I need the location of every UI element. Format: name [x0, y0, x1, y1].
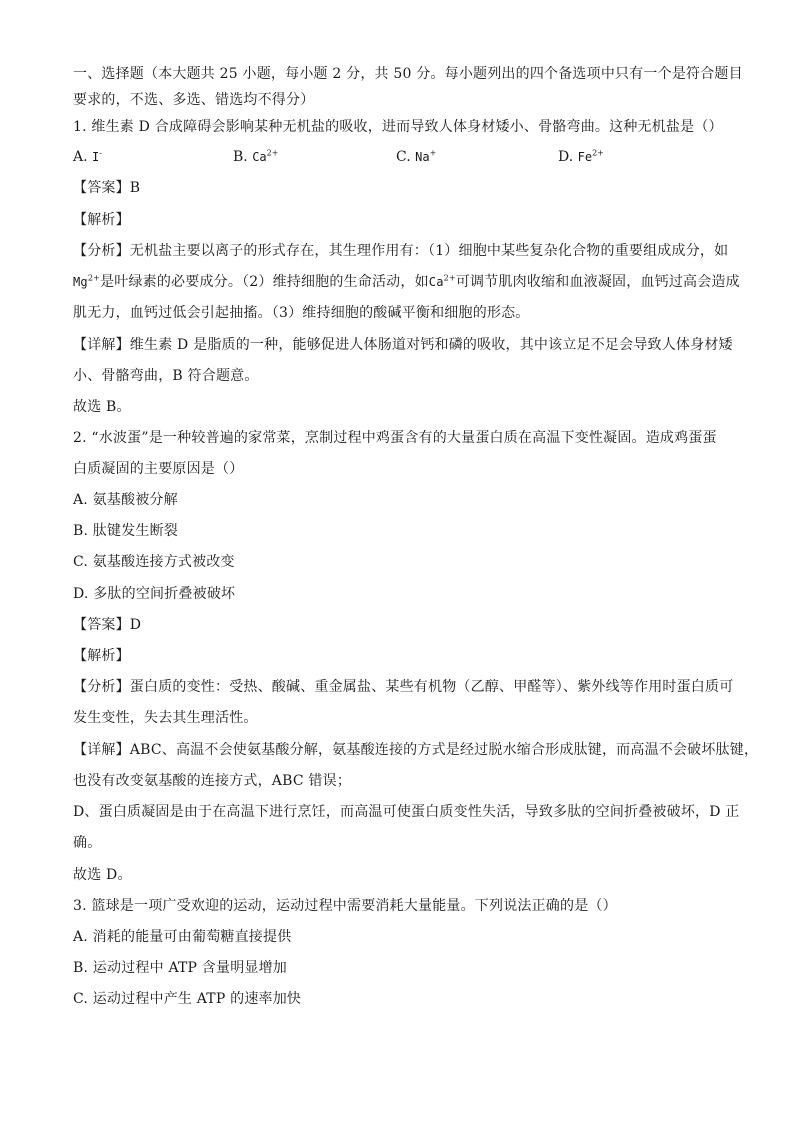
- q1-conclusion: 故选 B。: [73, 399, 131, 415]
- q2-jiexi-heading: 【解析】: [73, 648, 130, 664]
- q2-conclusion: 故选 D。: [73, 867, 132, 883]
- q1-option-c: C. Na+: [396, 148, 437, 165]
- q3-stem: 3. 篮球是一项广受欢迎的运动，运动过程中需要消耗大量能量。下列说法正确的是（）: [73, 898, 617, 914]
- q3-option-c: C. 运动过程中产生 ATP 的速率加快: [73, 991, 302, 1007]
- q1-stem: 1. 维生素 D 合成障碍会影响某种无机盐的吸收，进而导致人体身材矮小、骨骼弯曲。这种无机盐是（）: [73, 119, 723, 135]
- q1-analysis-line1: 【分析】无机盐主要以离子的形式存在，其生理作用有：（1）细胞中某些复杂化合物的重要组成成分，如: [73, 243, 729, 259]
- q1-option-b: B. $Ca^{2+}$: [233, 148, 279, 165]
- q1-jiexi-heading: 【解析】: [73, 212, 130, 228]
- q1-analysis-line3: 肌无力，血钙过低会引起抽搐。（3）维持细胞的酸碱平衡和细胞的形态。: [73, 305, 530, 321]
- q2-detail-line1: 【详解】ABC、高温不会使氨基酸分解，氨基酸连接的方式是经过脱水缩合形成肽键，而高温不会破坏肽键，: [73, 742, 759, 758]
- q2-option-d: D. 多肽的空间折叠被破坏: [73, 586, 236, 602]
- q3-option-a: A. 消耗的能量可由葡萄糖直接提供: [73, 929, 292, 945]
- q2-answer: 【答案】D: [73, 617, 142, 633]
- q2-stem-line1: 2. “水波蛋”是一种较普遍的家常菜，烹制过程中鸡蛋含有的大量蛋白质在高温下变性凝固。造成鸡蛋蛋: [73, 430, 717, 446]
- q2-detail-line2: 也没有改变氨基酸的连接方式，ABC 错误；: [73, 773, 352, 789]
- q2-detail-line4: 确。: [73, 835, 102, 851]
- q2-option-b: B. 肽键发生断裂: [73, 523, 178, 539]
- q2-option-c: C. 氨基酸连接方式被改变: [73, 554, 235, 570]
- q2-detail-line3: D、蛋白质凝固是由于在高温下进行烹饪，而高温可使蛋白质变性失活，导致多肽的空间折叠被破坏，D 正: [73, 804, 740, 820]
- q3-option-b: B. 运动过程中 ATP 含量明显增加: [73, 960, 287, 976]
- q1-answer: 【答案】B: [73, 180, 141, 196]
- section-header-line1: 一、选择题（本大题共 25 小题，每小题 2 分，共 50 分。每小题列出的四个备选项中只有一个是符合题目: [73, 66, 743, 82]
- q1-option-d: D. $Fe^{2+}$: [558, 148, 604, 165]
- section-header-line2: 要求的，不选、多选、错选均不得分）: [73, 92, 315, 108]
- q2-stem-line2: 白质凝固的主要原因是（）: [73, 461, 244, 477]
- q2-analysis-line1: 【分析】蛋白质的变性：受热、酸碱、重金属盐、某些有机物（乙醇、甲醛等）、紫外线等作用时蛋白质可: [73, 679, 734, 695]
- q2-option-a: A. 氨基酸被分解: [73, 492, 178, 508]
- q1-detail-line1: 【详解】维生素 D 是脂质的一种，能够促进人体肠道对钙和磷的吸收，其中该立足不足会导致人体身材矮: [73, 337, 733, 353]
- q1-option-a: A. I-: [73, 148, 102, 165]
- q1-detail-line2: 小、骨骼弯曲，B 符合题意。: [73, 368, 259, 384]
- q1-analysis-line2: $Mg^{2+}$是叶绿素的必要成分。（2）维持细胞的生命活动，如$Ca^{2+}$可调节肌肉收缩和血液凝固，血钙过高会造成: [73, 273, 740, 290]
- q2-analysis-line2: 发生变性，失去其生理活性。: [73, 710, 258, 726]
